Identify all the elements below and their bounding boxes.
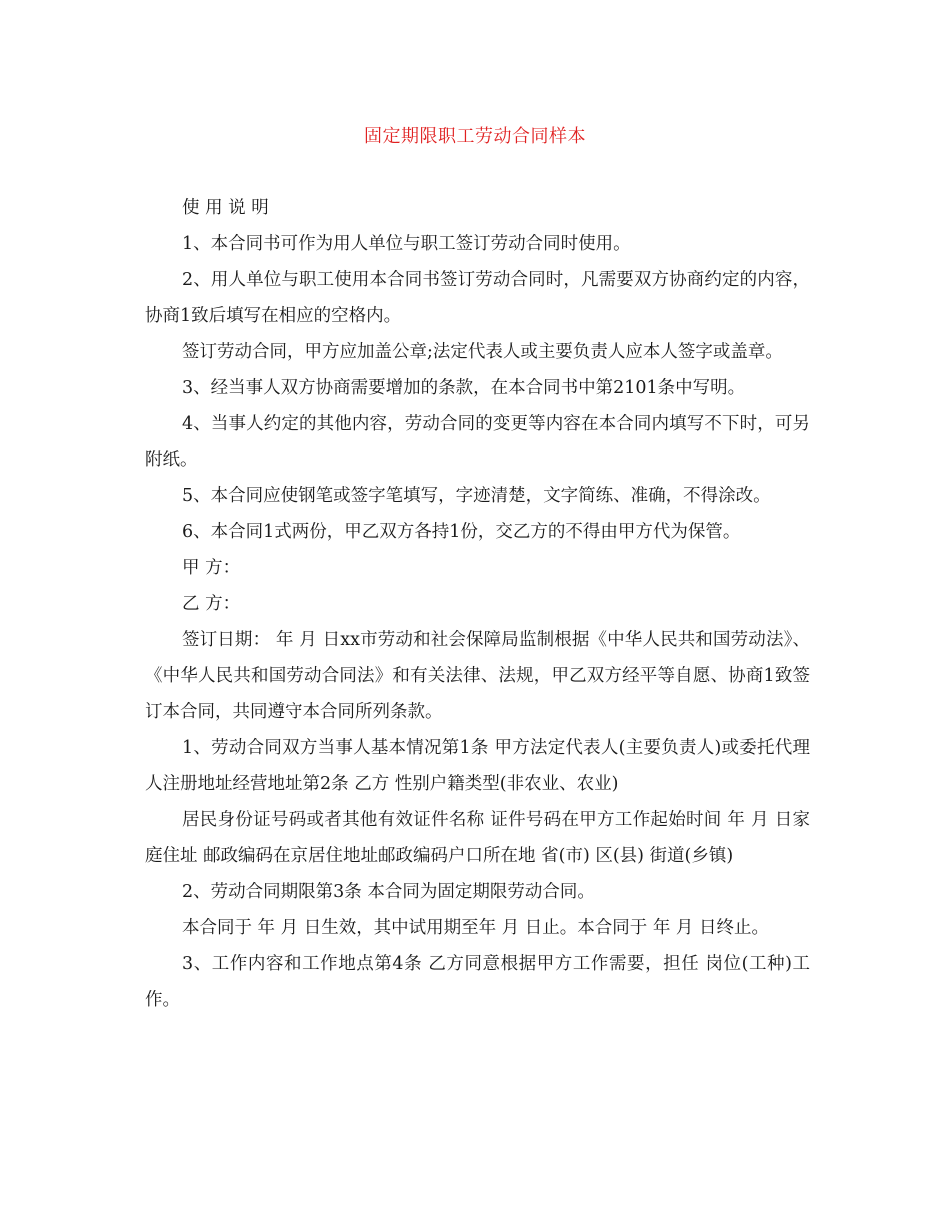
document-body xyxy=(145,190,810,1018)
paragraph: 1、本合同书可作为用人单位与职工签订劳动合同时使用。 xyxy=(182,234,631,254)
party-b-label: 乙 方： xyxy=(182,594,241,614)
paragraph: 5、本合同应使钢笔或签字笔填写，字迹清楚，文字简练、准确，不得涂改。 xyxy=(182,486,771,506)
paragraph: 3、工作内容和工作地点第4条 乙方同意根据甲方工作需要，担任 岗位(工种)工作。 xyxy=(145,954,810,1010)
paragraph: 居民身份证号码或者其他有效证件名称 证件号码在甲方工作起始时间 年 月 日家庭住址 邮政编码在京居住地址邮政编码户口所在地 省(市) 区(县) 街道(乡镇) xyxy=(145,810,810,866)
paragraph: 本合同于 年 月 日生效，其中试用期至年 月 日止。本合同于 年 月 日终止。 xyxy=(182,918,769,938)
paragraph: 3、经当事人双方协商需要增加的条款，在本合同书中第2101条中写明。 xyxy=(182,378,746,398)
party-a-label: 甲 方： xyxy=(182,558,241,578)
paragraph: 2、用人单位与职工使用本合同书签订劳动合同时，凡需要双方协商约定的内容，协商1致后填写在相应的空格内。 xyxy=(145,270,810,326)
paragraph: 6、本合同1式两份，甲乙双方各持1份，交乙方的不得由甲方代为保管。 xyxy=(182,522,741,542)
paragraph-usage-heading: 使 用 说 明 xyxy=(182,198,269,218)
paragraph: 1、劳动合同双方当事人基本情况第1条 甲方法定代表人(主要负责人)或委托代理人注册地址经营地址第2条 乙方 性别户籍类型(非农业、农业) xyxy=(145,738,810,794)
paragraph: 4、当事人约定的其他内容，劳动合同的变更等内容在本合同内填写不下时，可另附纸。 xyxy=(145,414,810,470)
paragraph: 2、劳动合同期限第3条 本合同为固定期限劳动合同。 xyxy=(182,882,595,902)
paragraph: 签订劳动合同，甲方应加盖公章;法定代表人或主要负责人应本人签字或盖章。 xyxy=(182,342,783,362)
paragraph: 签订日期： 年 月 日xx市劳动和社会保障局监制根据《中华人民共和国劳动法》、《中华人民共和国劳动合同法》和有关法律、法规，甲乙双方经平等自愿、协商1致签订本合同，共同遵守本合同所列条款。 xyxy=(145,630,810,722)
document-title: 固定期限职工劳动合同样本 xyxy=(364,126,586,147)
